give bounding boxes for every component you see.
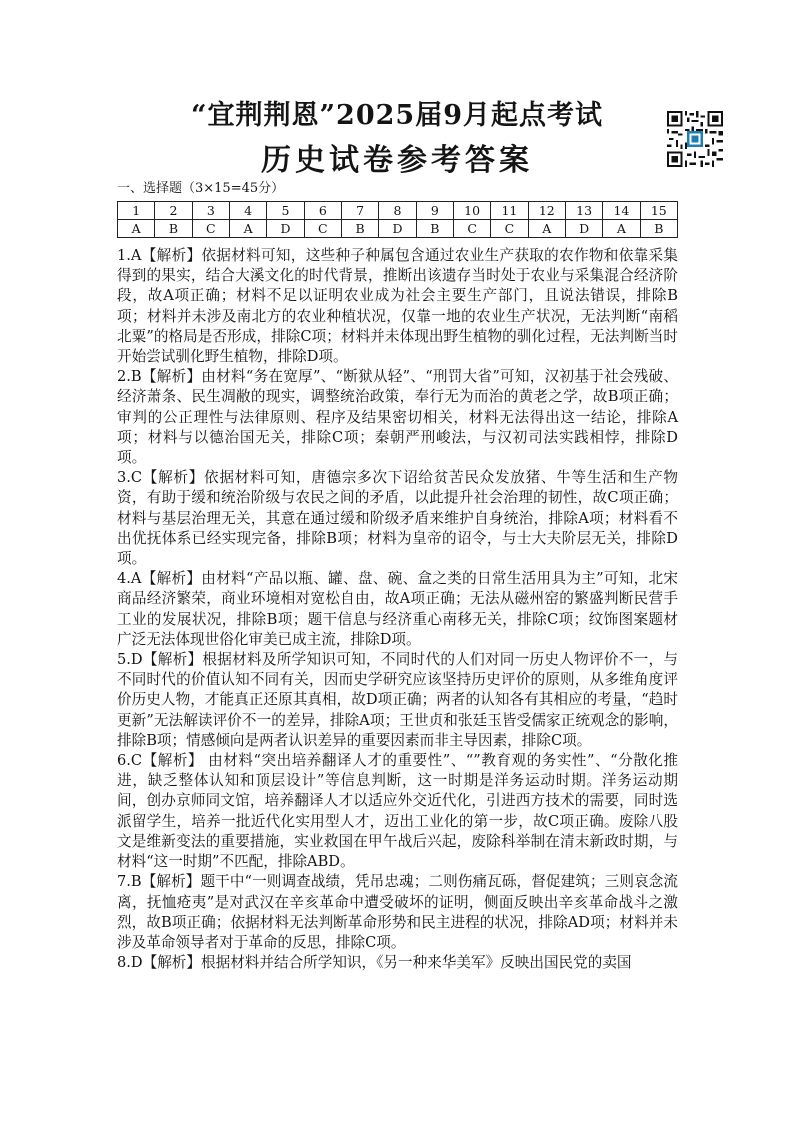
table-cell: B — [416, 220, 453, 238]
table-cell: 8 — [379, 202, 416, 220]
table-cell: C — [491, 220, 528, 238]
table-cell: B — [155, 220, 192, 238]
table-cell: B — [341, 220, 378, 238]
table-cell: 2 — [155, 202, 192, 220]
explanation-paragraph-6: 6.C【解析】 由材料“突出培养翻译人才的重要性”、“”教育观的务实性”、“分散化推进，缺乏整体认知和顶层设计”等信息判断，这一时期是洋务运动时期。洋务运动期间，创办京师同文馆，培养翻译人才以适应外交近代化，引进西方技术的需要，同时选派留学生，培养一批近代化实用型人才，迈出工业化的第一步，故C项正确。废除八股文是维新变法的重要措施，实业救国在甲午战后兴起，废除科举制在清末新政时期，与材料“这一时期”不匹配，排除ABD。 — [117, 752, 678, 871]
table-cell: C — [304, 220, 341, 238]
qr-code-icon — [667, 111, 723, 167]
table-cell: 9 — [416, 202, 453, 220]
explanation-paragraph-3: 3.C【解析】依据材料可知，唐德宗多次下诏给贫苦民众发放猪、牛等生活和生产物资，有助于缓和统治阶级与农民之间的矛盾，以此提升社会治理的韧性，故C项正确；材料与基层治理无关，其意在通过缓和阶级矛盾来维护自身统治，排除A项；材料看不出优抚体系已经实现完备，排除B项；材料为皇帝的诏令，与士大夫阶层无关，排除D项。 — [117, 469, 678, 568]
table-cell: C — [453, 220, 490, 238]
table-cell: 11 — [491, 202, 528, 220]
table-cell: 14 — [603, 202, 640, 220]
table-cell: 13 — [565, 202, 602, 220]
answer-table — [117, 201, 678, 238]
table-cell: D — [379, 220, 416, 238]
exam-subtitle: 历史试卷参考答案 — [261, 143, 533, 178]
table-cell: D — [267, 220, 304, 238]
explanation-paragraph-7: 7.B【解析】题干中“一则调查战绩，凭吊忠魂；二则伤痛瓦砾，督促建筑；三则哀念流离，抚恤疮夷”是对武汉在辛亥革命中遭受破坏的证明，侧面反映出辛亥革命战斗之激烈，故B项正确；依据材料无法判断革命形势和民主进程的状况，排除AD项；材料并未涉及革命领导者对于革命的反思，排除C项。 — [117, 873, 678, 951]
table-cell: A — [118, 220, 155, 238]
table-cell: 12 — [528, 202, 565, 220]
explanation-paragraph-8: 8.D【解析】根据材料并结合所学知识，《另一种来华美军》反映出国民党的卖国 — [117, 954, 632, 972]
explanation-paragraph-2: 2.B【解析】由材料“务在宽厚”、“断狱从轻”、“刑罚大省”可知，汉初基于社会残破、经济萧条、民生凋敝的现实，调整统治政策，奉行无为而治的黄老之学，故B项正确；审判的公正理性与法律原则、程序及结果密切相关，材料无法得出这一结论，排除A项；材料与以德治国无关，排除C项；秦朝严刑峻法，与汉初司法实践相悖，排除D项。 — [117, 368, 678, 467]
table-cell: 10 — [453, 202, 490, 220]
table-cell: A — [229, 220, 266, 238]
answer-table-answer-row — [118, 220, 678, 238]
section-label-multiple-choice: 一、选择题（3×15=45分） — [117, 181, 285, 196]
explanation-paragraph-1: 1.A【解析】依据材料可知，这些种子种属包含通过农业生产获取的农作物和依靠采集得到的果实，结合大溪文化的时代背景，推断出该遗存当时处于农业与采集混合经济阶段，故A项正确；材料不足以证明农业成为社会主要生产部门，且说法错误，排除B项；材料并未涉及南北方的农业种植状况，仅靠一地的农业生产状况，无法判断“南稻北粟”的格局是否形成，排除C项；材料并未体现出野生植物的驯化过程，无法判断当时开始尝试驯化野生植物，排除D项。 — [117, 247, 678, 366]
exam-title: “宜荆荆恩”2025届9月起点考试 — [191, 100, 603, 131]
explanation-paragraph-4: 4.A【解析】由材料“产品以瓶、罐、盘、碗、盒之类的日常生活用具为主”可知，北宋商品经济繁荣，商业环境相对宽松自由，故A项正确；无法从磁州窑的繁盛判断民营手工业的发展状况，排除B项；题干信息与经济重心南移无关，排除C项；纹饰图案题材广泛无法体现世俗化审美已成主流，排除D项。 — [117, 570, 678, 648]
answer-table-number-row — [118, 202, 678, 220]
table-cell: 1 — [118, 202, 155, 220]
explanations — [117, 246, 678, 973]
table-cell: 3 — [192, 202, 229, 220]
table-cell: 5 — [267, 202, 304, 220]
table-cell: 7 — [341, 202, 378, 220]
explanation-paragraph-5: 5.D【解析】根据材料及所学知识可知，不同时代的人们对同一历史人物评价不一，与不同时代的价值认知不同有关，因而史学研究应该坚持历史评价的原则，从多维角度评价历史人物，才能真正还原其真相，故D项正确；两者的认知各有其相应的考量，“趋时更新”无法解读评价不一的差异，排除A项；王世贞和张廷玉皆受儒家正统观念的影响，排除B项；情感倾向是两者认识差异的重要因素而非主导因素，排除C项。 — [117, 651, 678, 749]
table-cell: C — [192, 220, 229, 238]
table-cell: B — [640, 220, 677, 238]
table-cell: 4 — [229, 202, 266, 220]
table-cell: A — [603, 220, 640, 238]
table-cell: D — [565, 220, 602, 238]
table-cell: 15 — [640, 202, 677, 220]
table-cell: A — [528, 220, 565, 238]
table-cell: 6 — [304, 202, 341, 220]
